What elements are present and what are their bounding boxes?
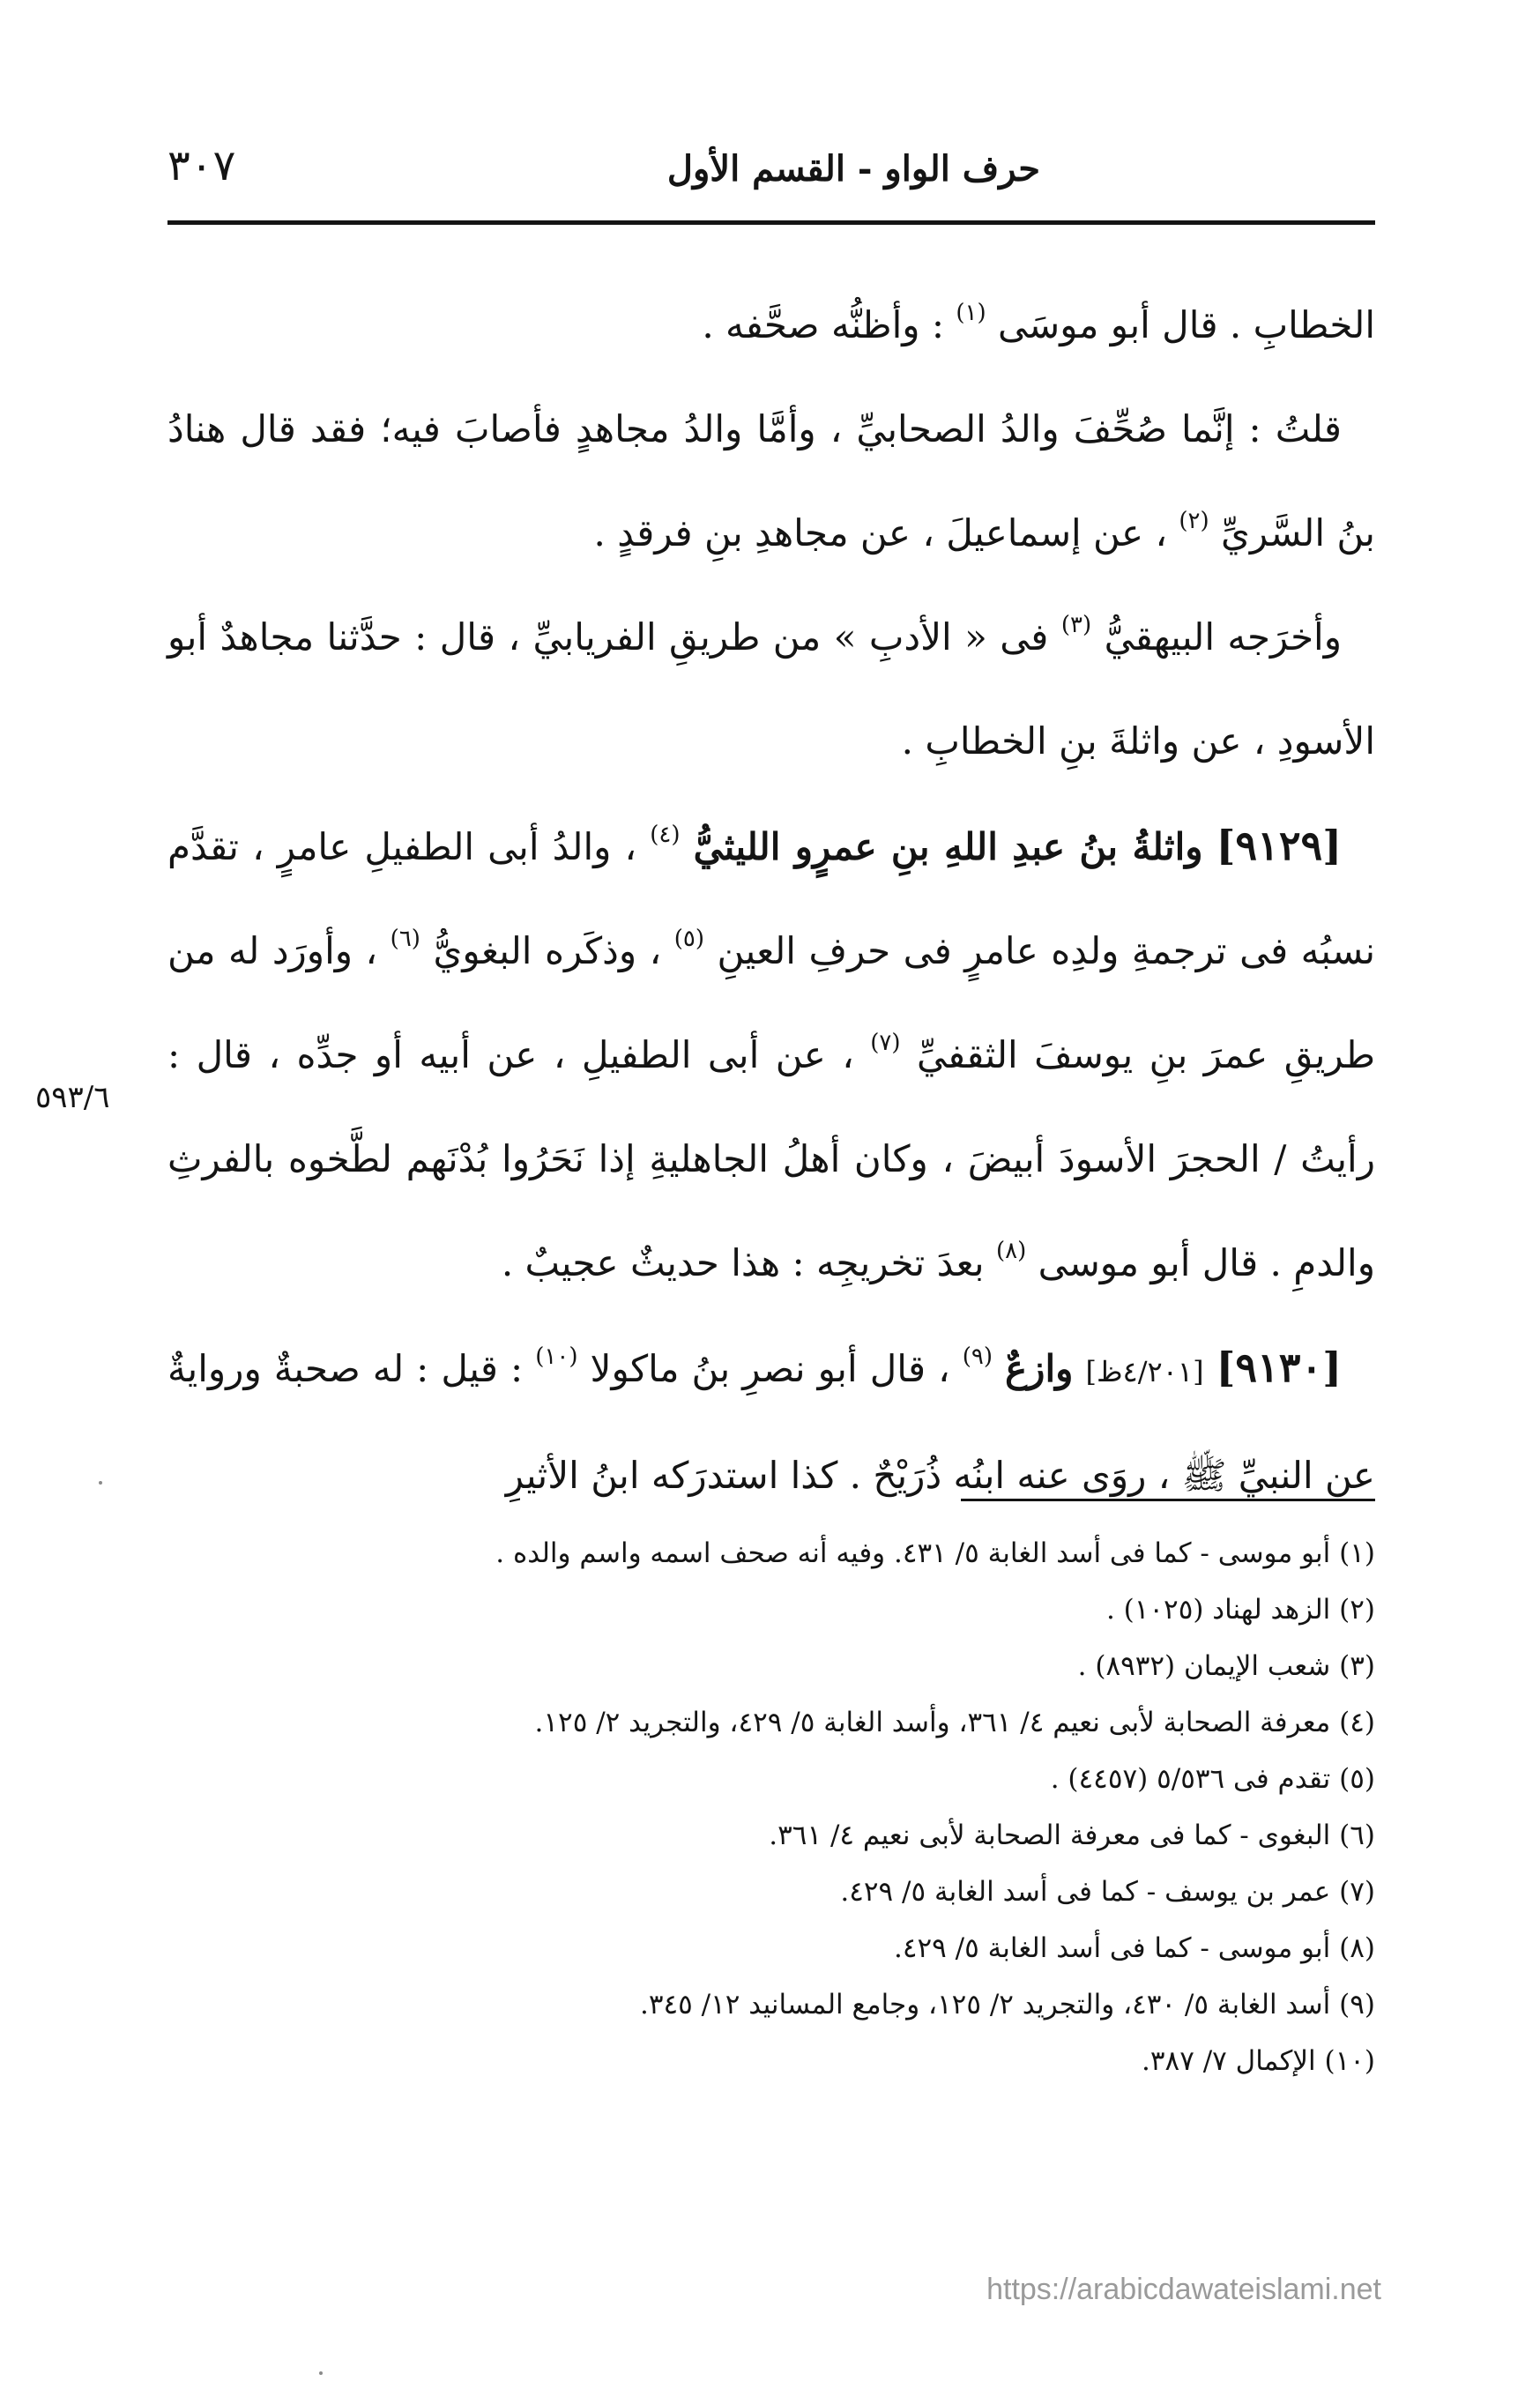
footnote-10: (١٠) الإكمال ٧/ ٣٨٧. <box>1142 2045 1375 2077</box>
footnote-ref: (٣) <box>1060 612 1092 638</box>
footnote-ref: (١) <box>956 300 986 326</box>
footnote-4: (٤) معرفة الصحابة لأبى نعيم ٤/ ٣٦١، وأسد الغابة ٥/ ٤٢٩، والتجريد ٢/ ١٢٥. <box>534 1707 1375 1738</box>
scan-speck <box>99 1481 102 1485</box>
margin-note: ٥٩٣/٦ <box>35 1080 110 1115</box>
header-title: حرف الواو - القسم الأول <box>666 148 1040 190</box>
paragraph-2 <box>167 377 1375 585</box>
footnote-6: (٦) البغوى - كما فى معرفة الصحابة لأبى نعيم ٤/ ٣٦١. <box>769 1820 1375 1851</box>
text-segment: وأخرَجه البيهقيُّ <box>1104 615 1342 659</box>
main-text <box>167 273 1375 1528</box>
entry-name: واثلةُ بنُ عبدِ اللهِ بنِ عمرٍو الليثيُّ <box>693 825 1203 868</box>
footnote-ref: (٥) <box>673 926 705 952</box>
entry-number: [٩١٢٩] <box>1216 822 1343 869</box>
running-header <box>167 141 1375 203</box>
watermark-url: https://arabicdawateislami.net <box>986 2273 1381 2306</box>
footnote-3: (٣) شعب الإيمان (٨٩٣٢) . <box>1077 1650 1375 1682</box>
entry-9130 <box>167 1315 1375 1528</box>
footnote-rule <box>961 1499 1375 1501</box>
header-rule <box>167 220 1375 225</box>
text-segment: فى « الأدبِ » من طريقِ الفريابيِّ ، قال : حدَّثنا مجاهدٌ أبو الأسودِ ، عن واثلةَ بنِ الخطابِ . <box>167 615 1375 763</box>
manuscript-ref: [٤/٢٠١ظ] <box>1085 1355 1204 1388</box>
text-segment: ، وأورَد له من طريقِ عمرَ بنِ يوسفَ الثقفيِّ <box>167 929 1376 1076</box>
footnote-ref: (٩) <box>962 1343 993 1370</box>
text-segment: قلتُ : إنَّما صُحِّفَ والدُ الصحابيِّ ، وأمَّا والدُ مجاهدٍ فأصابَ فيه؛ فقد قال هنادُ بنُ السَّريِّ <box>167 407 1375 554</box>
footnotes <box>167 1525 1375 2089</box>
entry-number: [٩١٣٠] <box>1216 1343 1342 1391</box>
text-segment: ، عن إسماعيلَ ، عن مجاهدِ بنِ فرقدٍ . <box>593 511 1167 554</box>
footnote-7: (٧) عمر بن يوسف - كما فى أسد الغابة ٥/ ٤٢٩. <box>840 1876 1375 1908</box>
footnote-ref: (٨) <box>995 1238 1027 1264</box>
text-segment: ، وذكَره البغويُّ <box>433 929 662 972</box>
text-segment: ، والدُ أبى الطفيلِ عامرٍ ، تقدَّم نسبُه فى ترجمةِ ولدِه عامرٍ فى حرفِ العينِ <box>167 825 1376 972</box>
scan-speck <box>319 2371 323 2375</box>
paragraph-1 <box>167 273 1375 377</box>
footnote-5: (٥) تقدم فى ٥/٥٣٦ (٤٤٥٧) . <box>1050 1763 1375 1795</box>
footnote-ref: (٢) <box>1179 508 1209 534</box>
footnote-ref: (٤) <box>650 822 681 848</box>
footnote-2: (٢) الزهد لهناد (١٠٢٥) . <box>1105 1594 1375 1626</box>
paragraph-3 <box>167 585 1375 793</box>
entry-name: وازعٌ <box>1005 1347 1074 1390</box>
text-segment: : وأظنُّه صحَّفه . <box>702 303 945 346</box>
entry-9129 <box>167 793 1375 1315</box>
text-segment: : قيل : له صحبةٌ وروايةٌ عن النبيِّ ﷺ ، روَى عنه ابنُه ذُرَيْحٌ . كذا استدرَكه ابنُ الأثيرِ <box>167 1347 1375 1497</box>
page-number: ٣٠٧ <box>167 141 236 190</box>
text-segment: ، قال أبو نصرِ بنُ ماكولا <box>590 1347 950 1390</box>
footnote-8: (٨) أبو موسى - كما فى أسد الغابة ٥/ ٤٢٩. <box>894 1932 1375 1964</box>
text-segment: الخطابِ . قال أبو موسَى <box>998 303 1375 346</box>
footnote-ref: (١٠) <box>535 1343 578 1370</box>
footnote-1: (١) أبو موسى - كما فى أسد الغابة ٥/ ٤٣١. وفيه أنه صحف اسمه واسم والده . <box>495 1537 1375 1569</box>
footnote-ref: (٧) <box>870 1030 901 1056</box>
footnote-ref: (٦) <box>390 926 420 952</box>
text-segment: ، عن أبى الطفيلِ ، عن أبيه أو جدِّه ، قال : رأيتُ / الحجرَ الأسودَ أبيضَ ، وكان أهلُ الجاهليةِ إذا نَحَرُوا بُدْنَهم لطَّخوه بالفرثِ والدمِ . قال أبو موسى <box>167 1033 1375 1284</box>
text-segment: بعدَ تخريجِه : هذا حديثٌ عجيبٌ . <box>501 1241 985 1284</box>
footnote-9: (٩) أسد الغابة ٥/ ٤٣٠، والتجريد ٢/ ١٢٥، وجامع المسانيد ١٢/ ٣٤٥. <box>640 1989 1375 2021</box>
